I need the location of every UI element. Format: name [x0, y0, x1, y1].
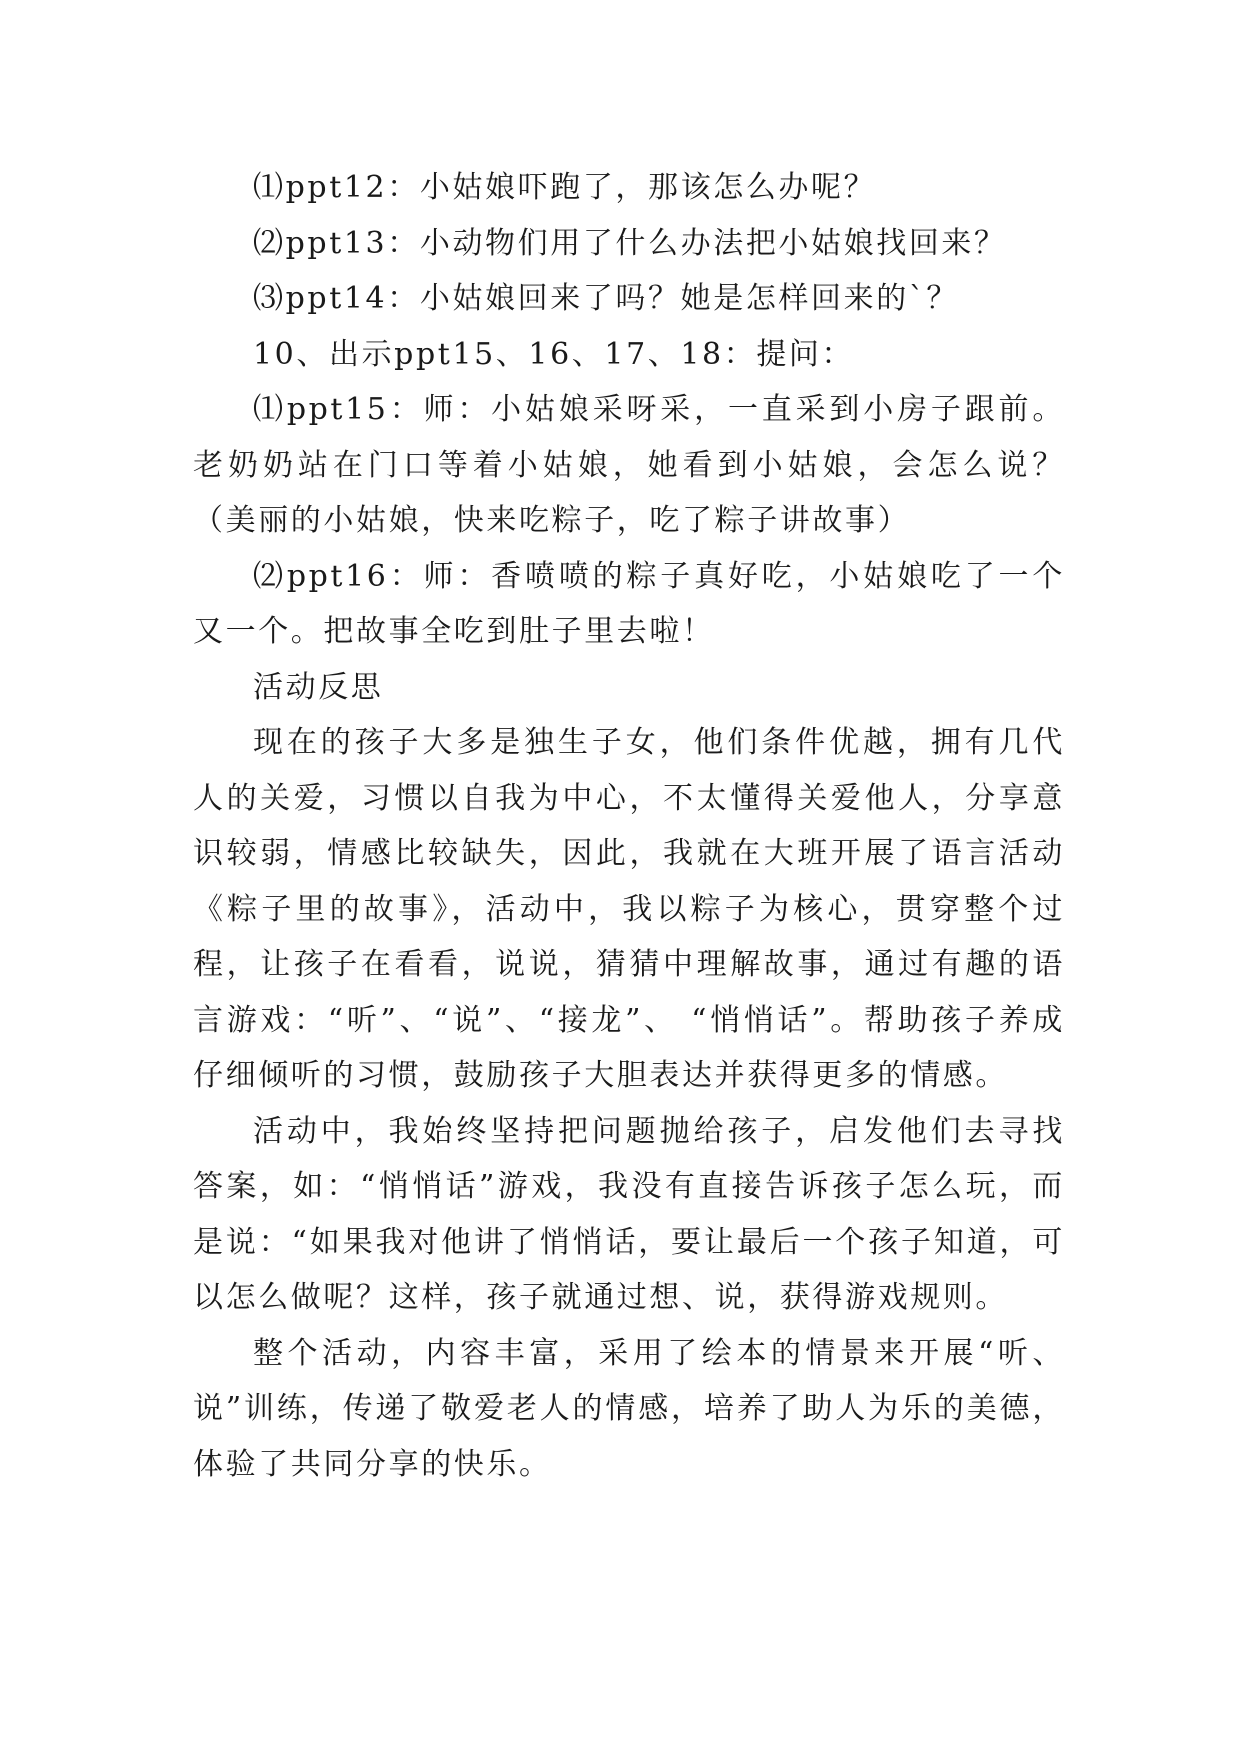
step-10-paragraph: 10、出示ppt15、16、17、18：提问：: [253, 336, 855, 372]
reflection-paragraph-3: 整个活动，内容丰富，采用了绘本的情景来开展“听、说”训练，传递了敬爱老人的情感，培养了助人为乐的美德，体验了共同分享的快乐。: [193, 1335, 1065, 1482]
question-paragraph-ppt15: ⑴ppt15：师：小姑娘采呀采，一直采到小房子跟前。老奶奶站在门口等着小姑娘，她看到小姑娘，会怎么说？（美丽的小姑娘，快来吃粽子，吃了粽子讲故事）: [193, 392, 1065, 538]
reflection-paragraph-1: 现在的孩子大多是独生子女，他们条件优越，拥有几代人的关爱，习惯以自我为中心，不太懂得关爱他人，分享意识较弱，情感比较缺失，因此，我就在大班开展了语言活动《粽子里的故事》，活动中，我以粽子为核心，贯穿整个过程，让孩子在看看，说说，猜猜中理解故事，通过有趣的语言游戏：“听”、“说”、“接龙”、 “悄悄话”。帮助孩子养成仔细倾听的习惯，鼓励孩子大胆表达并获得更多的情感。: [193, 725, 1065, 1093]
section-heading-reflection: 活动反思: [253, 669, 384, 705]
document-body: [193, 160, 1065, 1492]
question-paragraph-ppt16: ⑵ppt16：师：香喷喷的粽子真好吃，小姑娘吃了一个又一个。把故事全吃到肚子里去啦！: [193, 558, 1065, 649]
question-paragraph-ppt14: ⑶ppt14：小姑娘回来了吗？她是怎样回来的`？: [253, 281, 960, 316]
question-paragraph-ppt12: ⑴ppt12：小姑娘吓跑了，那该怎么办呢？: [253, 170, 877, 205]
reflection-paragraph-2: 活动中，我始终坚持把问题抛给孩子，启发他们去寻找答案，如：“悄悄话”游戏，我没有直接告诉孩子怎么玩，而是说：“如果我对他讲了悄悄话，要让最后一个孩子知道，可以怎么做呢？这样，孩子就通过想、说，获得游戏规则。: [193, 1113, 1065, 1315]
question-paragraph-ppt13: ⑵ppt13：小动物们用了什么办法把小姑娘找回来？: [253, 225, 1007, 261]
